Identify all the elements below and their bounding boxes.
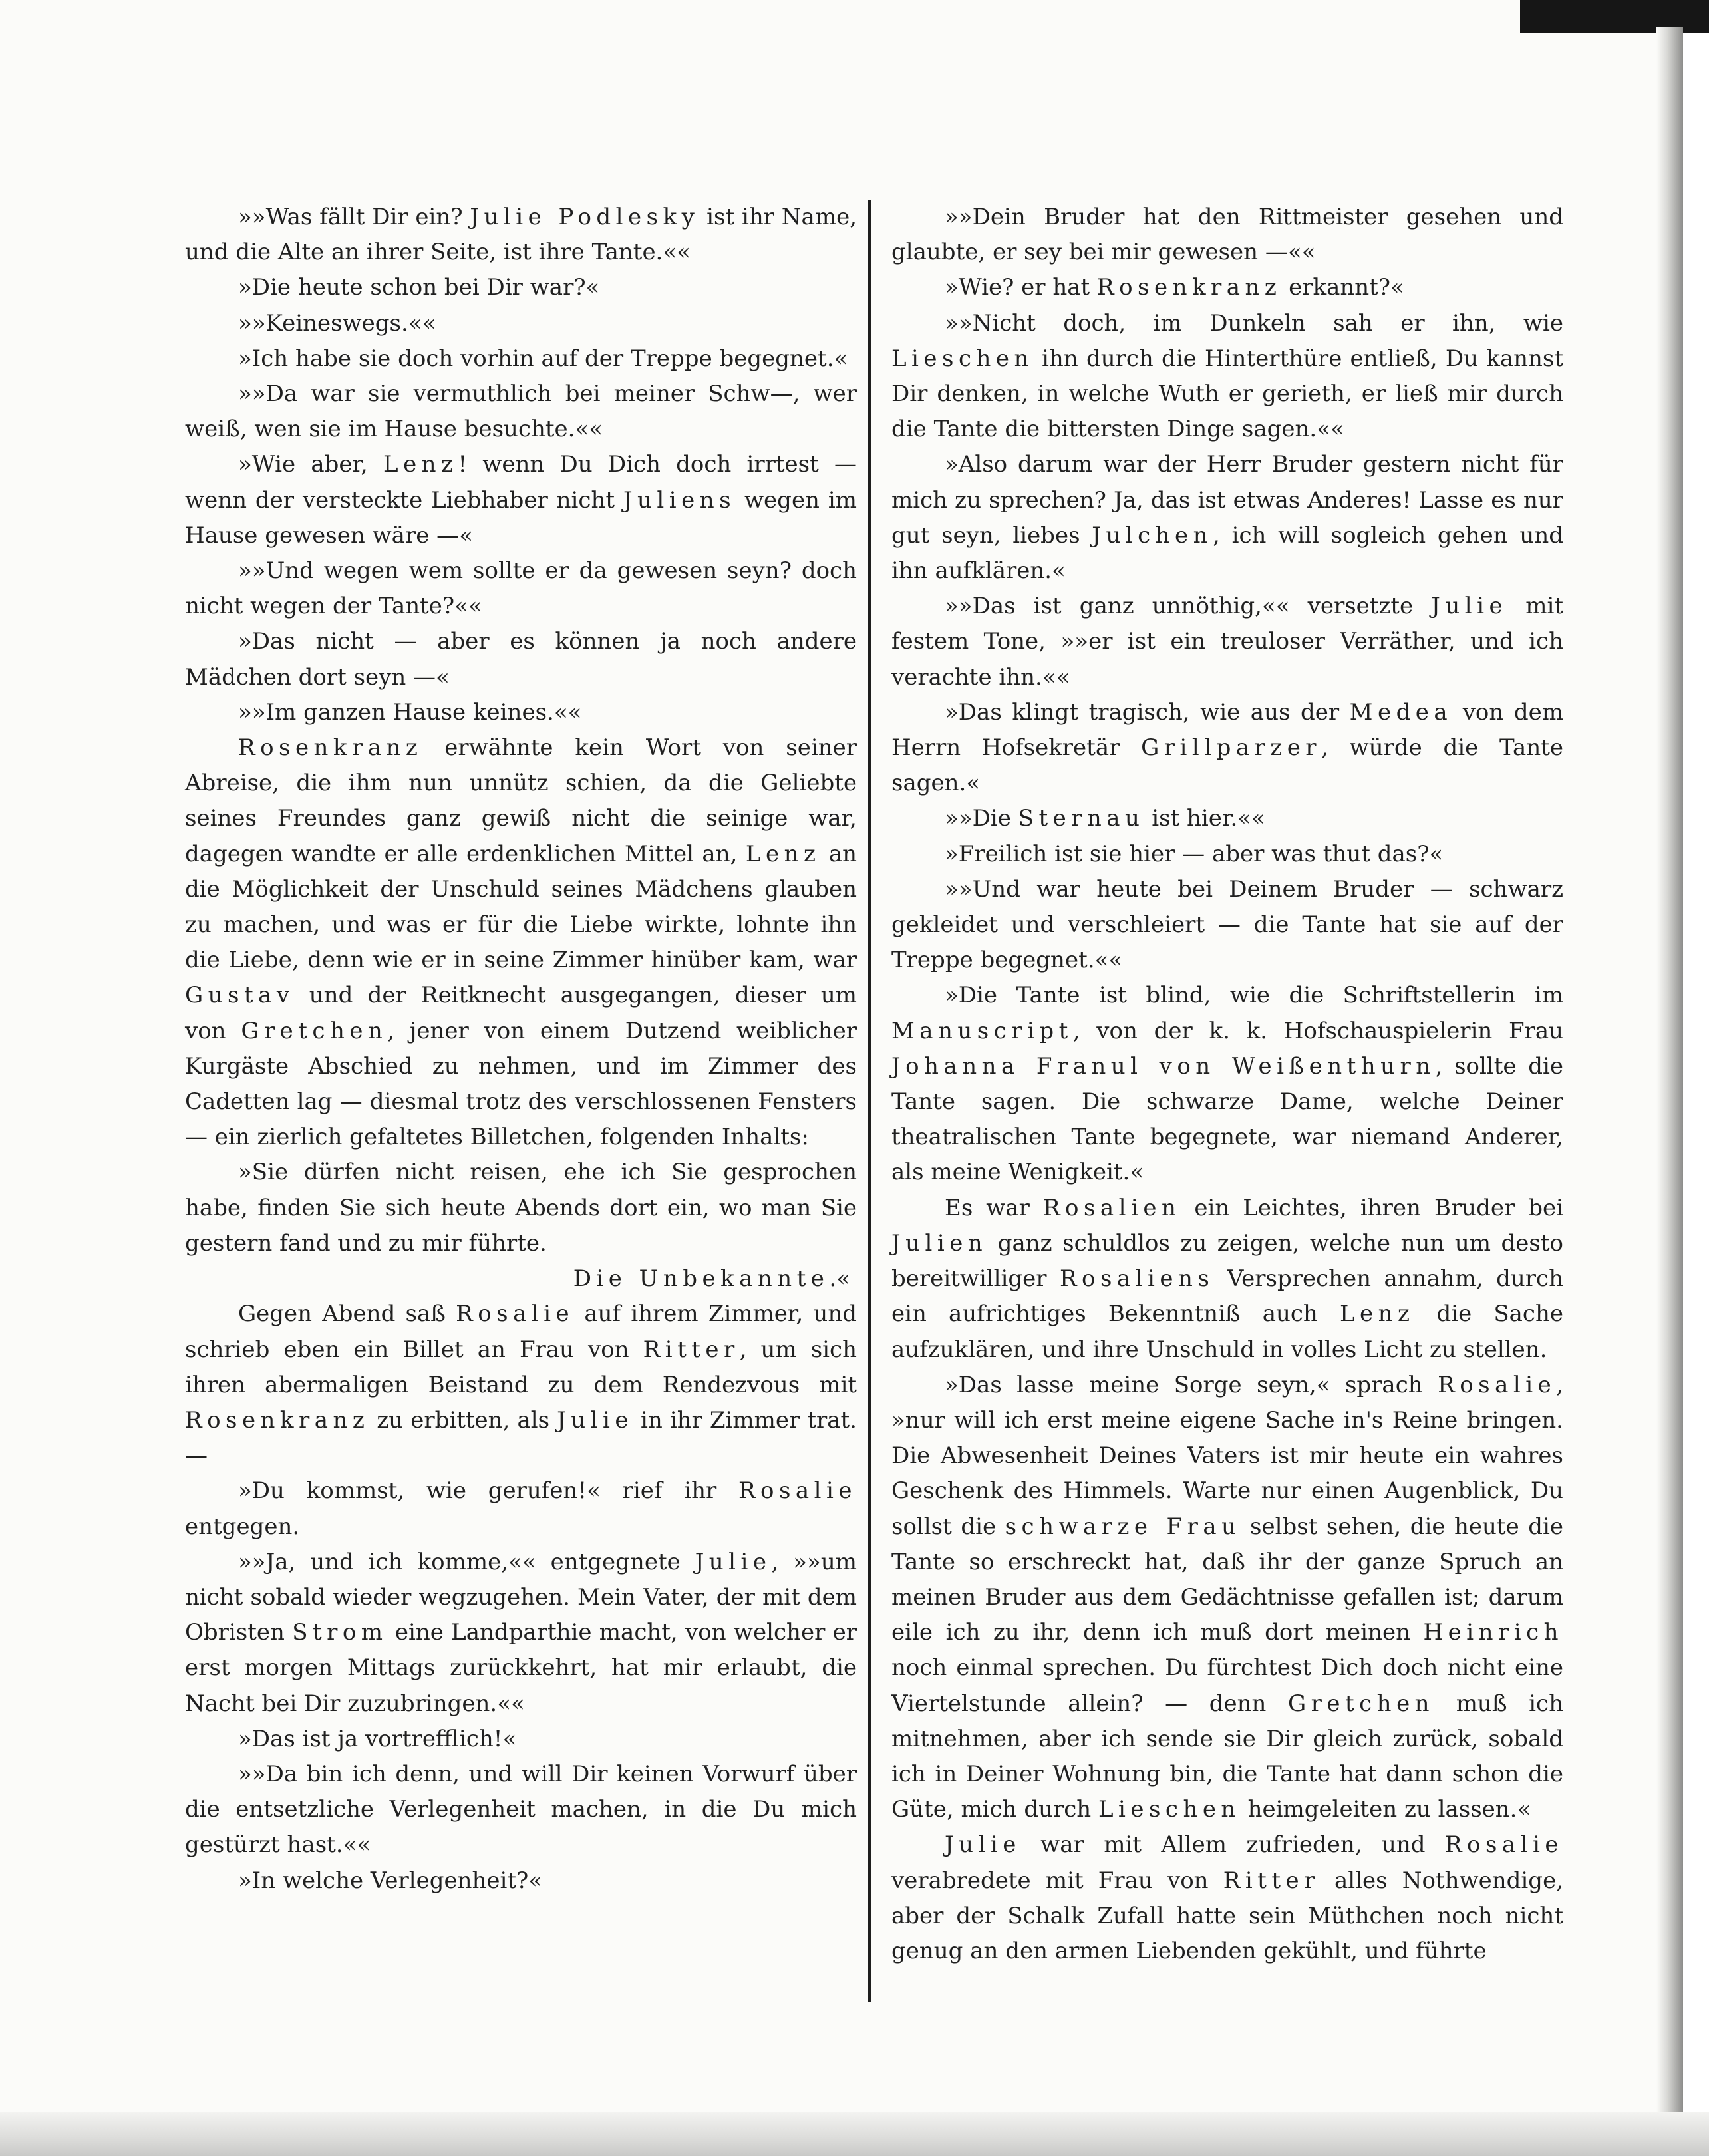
paragraph [185, 270, 857, 305]
left-text-column [185, 200, 857, 1899]
text-run: »»Die [945, 805, 1018, 832]
spaced-name: Manuscript [891, 1017, 1073, 1044]
text-run: »Freilich ist sie hier — aber was thut das?« [945, 840, 1444, 867]
text-run: ist hier.«« [1144, 805, 1265, 832]
paragraph [185, 1155, 857, 1261]
paragraph [891, 200, 1563, 270]
spaced-name: Medea [1349, 698, 1453, 726]
paragraph [185, 624, 857, 694]
paragraph [891, 695, 1563, 802]
text-run: an die Möglichkeit der Unschuld seines Mädchens glauben zu machen, und was er für die Liebe wirkte, lohnte ihn die Liebe, denn wie er in seine Zimmer hinüber kam, war [185, 840, 857, 974]
paragraph [891, 270, 1563, 305]
paragraph [891, 801, 1563, 836]
spaced-name: Juliens [623, 486, 736, 514]
text-run: auf ihrem Zimmer, und schrieb eben ein Billet an Frau von [185, 1301, 857, 1363]
text-run: Gegen Abend saß [238, 1301, 456, 1328]
text-run: »Das nicht — aber es können ja noch andere Mädchen dort seyn —« [185, 628, 857, 691]
spaced-name: Julie [557, 1406, 633, 1434]
spaced-name: Rosenkranz [1097, 274, 1282, 301]
spaced-name: Rosenkranz [238, 734, 423, 762]
spaced-name: Lenz [383, 451, 458, 478]
text-run: war mit Allem zufrieden, und [1020, 1831, 1445, 1859]
spaced-name: Julie [1431, 593, 1508, 620]
text-run: alles Nothwendige, aber der Schalk Zufall hatte sein Müthchen noch nicht genug an den armen Liebenden gekühlt, und führte [891, 1867, 1563, 1964]
text-run: ist ihr Name, und die Alte an ihrer Seite, ist ihre Tante.«« [185, 204, 857, 266]
paragraph [185, 377, 857, 447]
spaced-name: Ritter [1223, 1867, 1320, 1894]
spaced-name: Grillparzer [1141, 734, 1322, 762]
text-run: »»Ja, und ich komme,«« entgegnete [238, 1548, 695, 1575]
text-run: verabredete mit Frau von [891, 1867, 1223, 1894]
text-run: mit festem Tone, »»er ist ein treuloser Verräther, und ich verachte ihn.«« [891, 593, 1563, 691]
text-run: , würde die Tante sagen.« [891, 734, 1564, 797]
spaced-name: schwarze Frau [1005, 1513, 1241, 1540]
spaced-name: Strom [292, 1619, 388, 1646]
text-run: »Ich habe sie doch vorhin auf der Treppe begegnet.« [238, 345, 848, 372]
spaced-name: Gretchen [1288, 1690, 1435, 1717]
text-run: .« [829, 1265, 850, 1293]
text-run: , »nur will ich erst meine eigene Sache in's Reine bringen. Die Abwesenheit Deines Vaters ist mir heute ein wahres Geschenk des Himmels. Warte nur einen Augenblick, Du sollst die [891, 1371, 1563, 1540]
text-run: noch einmal sprechen. Du fürchtest Dich doch nicht eine Viertelstunde allein? — denn [891, 1654, 1563, 1717]
signature-line [185, 1261, 857, 1297]
right-text-column [891, 200, 1563, 1969]
spaced-name: Julie [695, 1548, 772, 1575]
text-run: »»Da bin ich denn, und will Dir keinen Vorwurf über die entsetzliche Verlegenheit machen, in die Du mich gestürzt hast.«« [185, 1760, 857, 1859]
text-run: , sollte die Tante sagen. Die schwarze Dame, welche Deiner theatralischen Tante begegnete, war niemand Anderer, als meine Wenigkeit.« [891, 1052, 1563, 1186]
paragraph [185, 1297, 857, 1473]
text-run: »»Was fällt Dir ein? [238, 204, 470, 230]
spaced-name: Julie Podlesky [470, 204, 700, 230]
spaced-name: Heinrich [1423, 1619, 1563, 1646]
paragraph [185, 447, 857, 553]
column-divider [868, 200, 871, 2002]
page-bottom-shadow [0, 2112, 1709, 2156]
paragraph [185, 306, 857, 341]
spaced-name: Rosalien [1042, 1194, 1181, 1221]
text-run: »»Dein Bruder hat den Rittmeister gesehen und glaubte, er sey bei mir gewesen —«« [891, 204, 1563, 266]
spaced-name: Rosenkranz [185, 1406, 370, 1434]
spaced-name: Lieschen [1098, 1796, 1241, 1823]
text-run: »Du kommst, wie gerufen!« rief ihr [238, 1477, 738, 1505]
text-run: Versprechen annahm, durch ein aufrichtiges Bekenntniß auch [891, 1265, 1563, 1328]
text-run: »Das lasse meine Sorge seyn,« sprach [945, 1371, 1438, 1398]
spaced-name: Gustav [185, 982, 295, 1009]
text-run: »Sie dürfen nicht reisen, ehe ich Sie gesprochen habe, finden Sie sich heute Abends dort ein, wo man Sie gestern fand und zu mir führte. [185, 1159, 857, 1257]
text-run: »Das ist ja vortrefflich!« [238, 1725, 517, 1752]
spaced-name: Rosaliens [1059, 1265, 1215, 1293]
text-run: »»Da war sie vermuthlich bei meiner Schw—, wer weiß, wen sie im Hause besuchte.«« [185, 381, 857, 443]
text-run: »Das klingt tragisch, wie aus der [945, 698, 1350, 726]
spaced-name: Julie [945, 1831, 1021, 1859]
text-run: ganz schuldlos zu zeigen, welche nun um desto bereitwilliger [891, 1229, 1563, 1293]
text-run: »Also darum war der Herr Bruder gestern nicht für mich zu sprechen? Ja, das ist etwas Anderes! Lasse es nur gut seyn, liebes [891, 451, 1563, 549]
paragraph [891, 978, 1563, 1190]
spaced-name: Die Unbekannte [573, 1265, 830, 1293]
spaced-name: Johanna Franul von Weißenthurn [891, 1052, 1436, 1080]
text-run: entgegen. [185, 1513, 300, 1540]
spaced-name: Rosalie [1444, 1831, 1563, 1859]
spaced-name: Ritter [643, 1336, 740, 1363]
text-run: zu erbitten, als [369, 1406, 557, 1434]
text-run: ! wenn Du Dich doch irrtest — wenn der versteckte Liebhaber nicht [185, 451, 857, 514]
paragraph [891, 837, 1563, 872]
paragraph [185, 730, 857, 1155]
spaced-name: Lenz [1339, 1301, 1415, 1328]
paragraph [891, 872, 1563, 979]
text-run: »»Das ist ganz unnöthig,«« versetzte [945, 593, 1432, 620]
paragraph [185, 553, 857, 624]
text-run: die Sache aufzuklären, und ihre Unschuld in volles Licht zu stellen. [891, 1301, 1563, 1363]
text-run: , »»um nicht sobald wieder wegzugehen. Mein Vater, der mit dem Obristen [185, 1548, 857, 1646]
text-run: »»Nicht doch, im Dunkeln sah er ihn, wie [945, 309, 1563, 337]
text-run: »Wie aber, [238, 451, 384, 478]
page-edge-shadow [1656, 27, 1683, 2135]
paragraph [185, 1545, 857, 1722]
text-run: »In welche Verlegenheit?« [238, 1867, 543, 1894]
paragraph [891, 1191, 1563, 1368]
text-run: »»Im ganzen Hause keines.«« [238, 698, 582, 726]
text-run: erwähnte kein Wort von seiner Abreise, die ihm nun unnütz schien, da die Geliebte seines Freundes ganz gewiß nicht die seinige war, dagegen wandte er alle erdenklichen Mittel an, [185, 734, 857, 867]
spaced-name: Lenz [745, 840, 821, 867]
text-run: »»Und war heute bei Deinem Bruder — schwarz gekleidet und verschleiert — die Tante hat sie auf der Treppe begegnet.«« [891, 875, 1563, 974]
text-run: »Die heute schon bei Dir war?« [238, 274, 600, 301]
text-run: , jener von einem Dutzend weiblicher Kurgäste Abschied zu nehmen, und im Zimmer des Cadetten lag — diesmal trotz des verschlossenen Fensters — ein zierlich gefaltetes Billetchen, folgenden Inhalts: [185, 1017, 857, 1151]
text-run: , von der k. k. Hofschauspielerin Frau [1072, 1017, 1563, 1044]
text-run: heimgeleiten zu lassen.« [1240, 1796, 1531, 1823]
paragraph [891, 306, 1563, 448]
paragraph [891, 589, 1563, 695]
spaced-name: Julien [891, 1229, 988, 1257]
text-run: eine Landparthie macht, von welcher er erst morgen Mittags zurückkehrt, hat mir erlaubt, die Nacht bei Dir zuzubringen.«« [185, 1619, 857, 1717]
text-run: »»Und wegen wem sollte er da gewesen seyn? doch nicht wegen der Tante?«« [185, 557, 857, 620]
text-run: , um sich ihren abermaligen Beistand zu dem Rendezvous mit [185, 1336, 857, 1398]
text-run: erkannt?« [1281, 274, 1404, 301]
spaced-name: Rosalie [456, 1301, 575, 1328]
paragraph [891, 1827, 1563, 1969]
paragraph [185, 1863, 857, 1899]
spaced-name: Rosalie [1438, 1371, 1557, 1398]
text-run: von dem Herrn Hofsekretär [891, 698, 1563, 762]
text-run: muß ich mitnehmen, aber ich sende sie Dir gleich zurück, sobald ich in Deiner Wohnung bin, die Tante hat dann schon die Güte, mich durch [891, 1690, 1563, 1823]
text-run: in ihr Zimmer trat. — [185, 1406, 857, 1469]
paragraph [185, 1473, 857, 1544]
text-run: »Die Tante ist blind, wie die Schriftstellerin im [945, 982, 1563, 1009]
paragraph [185, 1722, 857, 1757]
spaced-name: Gretchen [241, 1017, 388, 1044]
text-run: »»Keineswegs.«« [238, 309, 436, 337]
text-run: selbst sehen, die heute die Tante so erschreckt hat, daß ihr der ganze Spruch an meinen Bruder aus dem Gedächtnisse gefallen ist; darum eile ich zu ihr, denn ich muß dort meinen [891, 1513, 1564, 1646]
spaced-name: Lieschen [891, 345, 1034, 372]
text-run: Es war [945, 1194, 1043, 1221]
paragraph [185, 695, 857, 730]
text-run: »Wie? er hat [945, 274, 1098, 301]
paragraph [891, 447, 1563, 589]
paragraph [185, 200, 857, 270]
text-run: , ich will sogleich gehen und ihn aufklären.« [891, 522, 1563, 585]
paragraph [185, 1757, 857, 1863]
paragraph [891, 1368, 1563, 1828]
text-run: ein Leichtes, ihren Bruder bei [1181, 1194, 1564, 1221]
paragraph [185, 341, 857, 377]
spaced-name: Rosalie [738, 1477, 857, 1505]
spaced-name: Sternau [1018, 805, 1145, 832]
spaced-name: Julchen [1092, 522, 1213, 549]
text-run: ihn durch die Hinterthüre entließ, Du kannst Dir denken, in welche Wuth er gerieth, er ließ mir durch die Tante die bittersten Dinge sagen.«« [891, 345, 1563, 443]
text-run: wegen im Hause gewesen wäre —« [185, 486, 857, 549]
text-run: und der Reitknecht ausgegangen, dieser um von [185, 982, 857, 1044]
